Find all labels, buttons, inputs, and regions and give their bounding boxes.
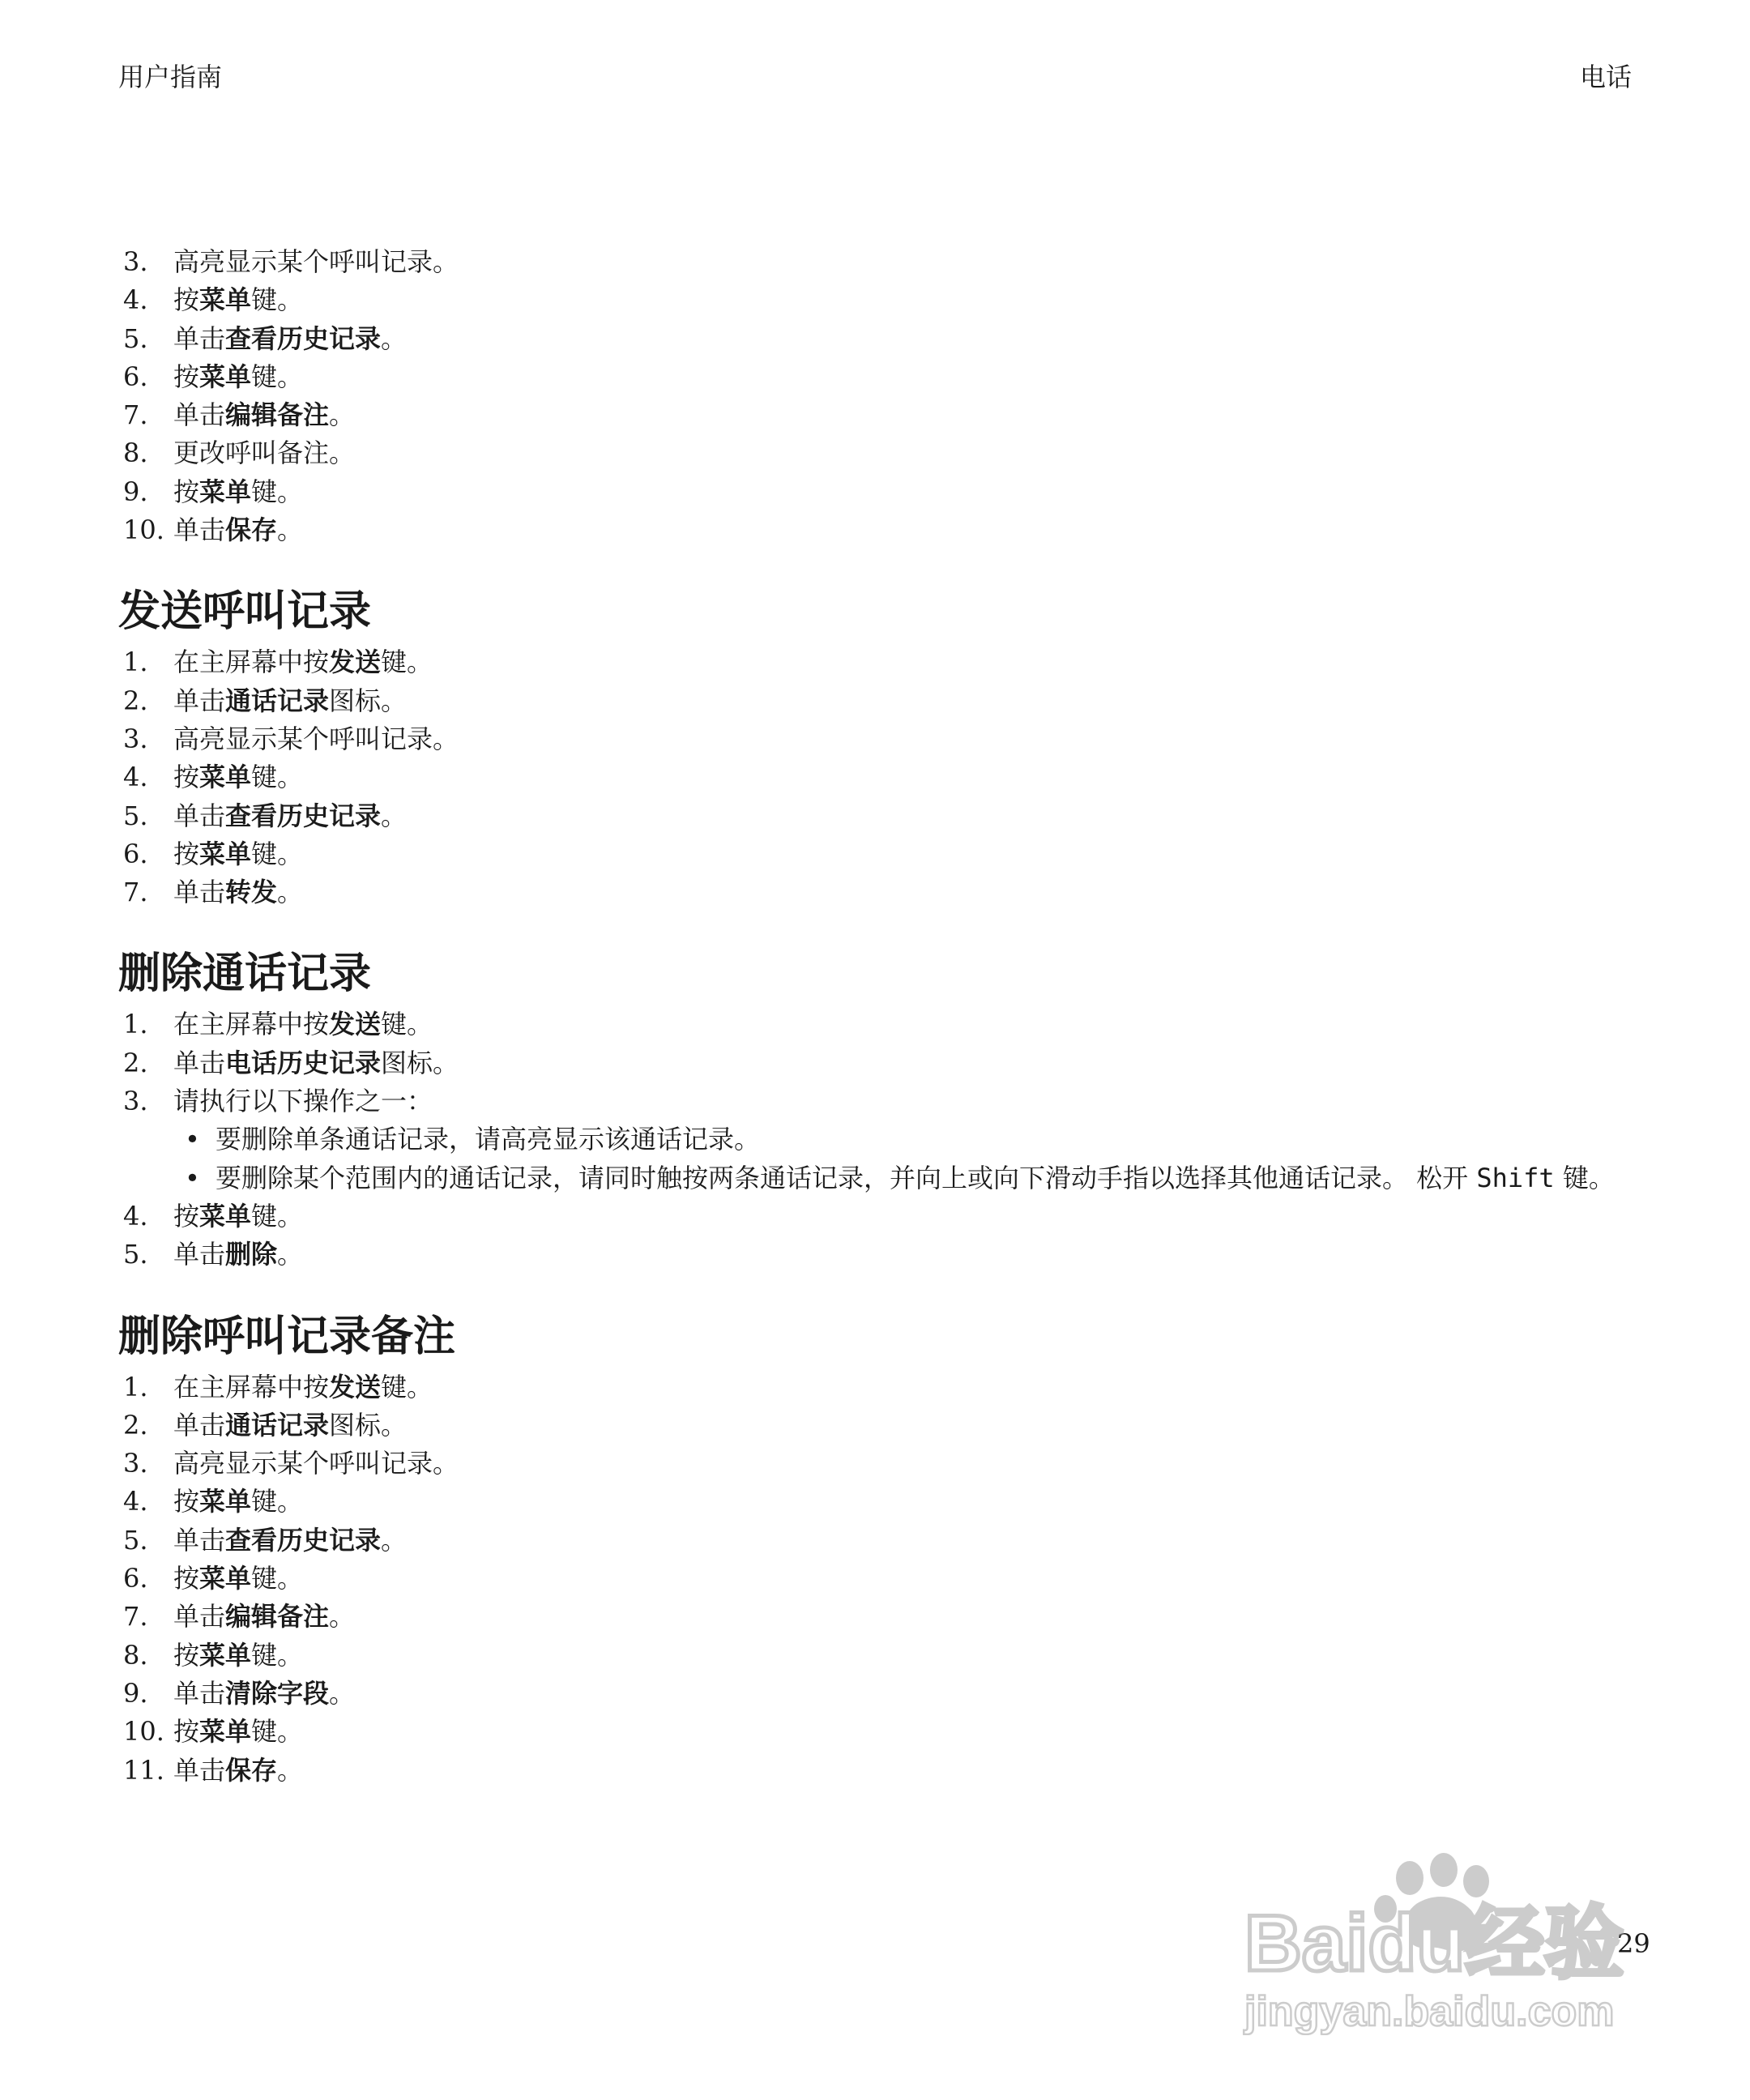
- ui-term: 通话记录: [225, 685, 330, 716]
- step-text: 。: [329, 1601, 356, 1633]
- step-text: 键。: [1554, 1162, 1615, 1193]
- step-text: 按: [173, 476, 200, 507]
- step-text: 高亮显示某个呼叫记录。: [173, 723, 459, 754]
- step-text: 键。: [251, 762, 304, 793]
- sub-option-item: [173, 1120, 1641, 1159]
- step-list: [118, 643, 1641, 911]
- ui-term: 编辑备注: [225, 1601, 330, 1633]
- step-number: 11.: [123, 1754, 164, 1786]
- step-text: 单击: [173, 1047, 226, 1078]
- step-number: 1.: [123, 647, 148, 678]
- step-text: 图标。: [329, 685, 408, 716]
- ui-term: 菜单: [199, 361, 252, 392]
- step-item: [118, 1406, 1641, 1445]
- step-item: [118, 835, 1641, 873]
- ui-term: 菜单: [199, 284, 252, 316]
- step-item: [118, 643, 1641, 681]
- baidu-watermark-logo: [1240, 1841, 1661, 2035]
- step-text: 请执行以下操作之一：: [173, 1086, 433, 1117]
- step-item: [118, 281, 1641, 319]
- header-guide-title: 用户指南: [118, 62, 223, 92]
- ui-term: 电话历史记录: [225, 1047, 382, 1078]
- step-item: [118, 797, 1641, 835]
- step-list: [118, 1005, 1641, 1274]
- step-text: 按: [173, 361, 200, 392]
- step-text: 按: [173, 1486, 200, 1517]
- step-item: [118, 243, 1641, 281]
- step-list: [118, 243, 1641, 549]
- step-number: 4.: [123, 1200, 148, 1231]
- step-number: 4.: [123, 762, 148, 793]
- step-text: 。: [277, 877, 304, 908]
- step-text: 单击: [173, 322, 226, 354]
- ui-term: 菜单: [199, 1639, 252, 1671]
- step-item: [118, 720, 1641, 758]
- step-item: [118, 1044, 1641, 1082]
- step-text: 按: [173, 1200, 200, 1231]
- step-text: 。: [381, 800, 408, 831]
- ui-term: 发送: [329, 1009, 382, 1040]
- step-text: 单击: [173, 399, 226, 431]
- header-chapter-title: 电话: [1579, 62, 1632, 92]
- step-text: 键。: [251, 1563, 304, 1594]
- step-text: 高亮显示某个呼叫记录。: [173, 246, 459, 277]
- step-item: [118, 1713, 1641, 1751]
- step-text: 键。: [251, 1639, 304, 1671]
- step-text: 图标。: [381, 1047, 459, 1078]
- watermark-brand-text: Baidu经验: [1244, 1898, 1624, 1987]
- step-number: 5.: [123, 1524, 148, 1556]
- step-item: [118, 682, 1641, 720]
- procedure-section: [118, 585, 1641, 911]
- ui-term: 清除字段: [225, 1677, 330, 1709]
- step-number: 10.: [123, 1716, 164, 1748]
- step-number: 8.: [123, 1639, 148, 1671]
- step-text: 。: [329, 399, 356, 431]
- step-text: 单击: [173, 800, 226, 831]
- ui-term: 保存: [225, 1754, 278, 1786]
- ui-term: 查看历史记录: [225, 1524, 382, 1556]
- step-text: 单击: [173, 1601, 226, 1633]
- step-number: 5.: [123, 322, 148, 354]
- step-number: 6.: [123, 361, 148, 392]
- step-text: 单击: [173, 685, 226, 716]
- step-text: 单击: [173, 1409, 226, 1441]
- step-text: 键。: [381, 1009, 433, 1040]
- step-item: [118, 473, 1641, 511]
- step-number: 4.: [123, 284, 148, 316]
- step-text: 按: [173, 284, 200, 316]
- step-text: 按: [173, 1639, 200, 1671]
- step-text: 按: [173, 1563, 200, 1594]
- step-text: 高亮显示某个呼叫记录。: [173, 1448, 459, 1479]
- step-number: 6.: [123, 1563, 148, 1594]
- step-text: 单击: [173, 1239, 226, 1270]
- step-item: [118, 758, 1641, 796]
- ui-term: 删除: [225, 1239, 278, 1270]
- ui-term: 菜单: [199, 1716, 252, 1748]
- step-text: 按: [173, 838, 200, 869]
- sub-option-list: [173, 1120, 1641, 1197]
- step-item: [118, 1560, 1641, 1598]
- step-text: 要删除某个范围内的通话记录，请同时触按两条通话记录，并向上或向下滑动手指以选择其他通话记录。 松开: [216, 1162, 1477, 1193]
- section-title: 删除通话记录: [118, 950, 372, 999]
- step-number: 10.: [123, 514, 164, 546]
- step-item: [118, 1637, 1641, 1675]
- step-text: 单击: [173, 1754, 226, 1786]
- step-number: 5.: [123, 1239, 148, 1270]
- key-name: Shift: [1476, 1162, 1555, 1193]
- ui-term: 转发: [225, 877, 278, 908]
- step-item: [118, 1005, 1641, 1044]
- running-header: [118, 57, 1632, 97]
- ui-term: 菜单: [199, 1200, 252, 1231]
- step-item: [118, 1598, 1641, 1636]
- page-number: 29: [1617, 1928, 1650, 1959]
- step-number: 4.: [123, 1486, 148, 1517]
- sub-option-item: [173, 1159, 1641, 1197]
- step-text: 按: [173, 1716, 200, 1748]
- step-number: 1.: [123, 1009, 148, 1040]
- procedure-section: [118, 1310, 1641, 1790]
- step-item: [118, 873, 1641, 911]
- step-text: 在主屏幕中按: [173, 1009, 330, 1040]
- step-text: 。: [329, 1677, 356, 1709]
- step-text: 更改呼叫备注。: [173, 438, 356, 469]
- step-text: 键。: [381, 1371, 433, 1402]
- step-text: 键。: [251, 361, 304, 392]
- step-text: 在主屏幕中按: [173, 1371, 330, 1402]
- step-item: [118, 511, 1641, 549]
- step-number: 8.: [123, 438, 148, 469]
- step-item: [118, 1675, 1641, 1713]
- step-number: 2.: [123, 685, 148, 716]
- baidu-jingyan-watermark: [1240, 1841, 1661, 2035]
- step-number: 7.: [123, 1601, 148, 1633]
- step-text: 单击: [173, 514, 226, 546]
- section-title: 发送呼叫记录: [118, 587, 372, 637]
- watermark-url-text: jingyan.baidu.com: [1244, 1988, 1615, 2035]
- ui-term: 发送: [329, 1371, 382, 1402]
- step-text: 。: [277, 514, 304, 546]
- step-number: 2.: [123, 1047, 148, 1078]
- ui-term: 通话记录: [225, 1409, 330, 1441]
- step-text: 。: [277, 1754, 304, 1786]
- ui-term: 菜单: [199, 1563, 252, 1594]
- ui-term: 菜单: [199, 476, 252, 507]
- step-number: 1.: [123, 1371, 148, 1402]
- step-number: 3.: [123, 1448, 148, 1479]
- ui-term: 菜单: [199, 1486, 252, 1517]
- step-number: 5.: [123, 800, 148, 831]
- bullet-icon: •: [185, 1124, 200, 1155]
- step-text: 要删除单条通话记录，请高亮显示该通话记录。: [216, 1124, 761, 1155]
- step-number: 3.: [123, 1086, 148, 1117]
- step-number: 3.: [123, 723, 148, 754]
- step-number: 9.: [123, 1677, 148, 1709]
- step-number: 2.: [123, 1409, 148, 1441]
- step-item: [118, 1752, 1641, 1790]
- step-text: 图标。: [329, 1409, 408, 1441]
- step-item: [118, 434, 1641, 472]
- step-text: 按: [173, 762, 200, 793]
- step-text: 键。: [251, 1486, 304, 1517]
- step-text: 键。: [381, 647, 433, 678]
- ui-term: 菜单: [199, 762, 252, 793]
- step-item: [118, 1522, 1641, 1560]
- step-item: [118, 396, 1641, 434]
- step-list: [118, 1368, 1641, 1790]
- ui-term: 发送: [329, 647, 382, 678]
- section-title: 删除呼叫记录备注: [118, 1312, 456, 1361]
- step-text: 单击: [173, 877, 226, 908]
- step-item: [118, 358, 1641, 396]
- step-text: 。: [381, 1524, 408, 1556]
- step-number: 7.: [123, 877, 148, 908]
- step-item: [118, 1368, 1641, 1406]
- step-item: [118, 320, 1641, 358]
- step-text: 单击: [173, 1524, 226, 1556]
- ui-term: 菜单: [199, 838, 252, 869]
- procedure-section: [118, 243, 1641, 549]
- procedure-section: [118, 947, 1641, 1274]
- step-text: 单击: [173, 1677, 226, 1709]
- step-item: [118, 1445, 1641, 1483]
- step-number: 9.: [123, 476, 148, 507]
- step-text: 在主屏幕中按: [173, 647, 330, 678]
- ui-term: 编辑备注: [225, 399, 330, 431]
- step-item: [118, 1236, 1641, 1274]
- step-number: 3.: [123, 246, 148, 277]
- step-item: [118, 1197, 1641, 1236]
- step-text: 键。: [251, 1716, 304, 1748]
- step-item: [118, 1483, 1641, 1521]
- bullet-icon: •: [185, 1162, 200, 1193]
- document-content: [118, 243, 1641, 1790]
- ui-term: 查看历史记录: [225, 322, 382, 354]
- step-text: 键。: [251, 284, 304, 316]
- ui-term: 保存: [225, 514, 278, 546]
- step-number: 7.: [123, 399, 148, 431]
- step-number: 6.: [123, 838, 148, 869]
- step-text: 键。: [251, 838, 304, 869]
- step-text: 。: [277, 1239, 304, 1270]
- ui-term: 查看历史记录: [225, 800, 382, 831]
- step-text: 。: [381, 322, 408, 354]
- step-text: 键。: [251, 1200, 304, 1231]
- step-item: [118, 1082, 1641, 1197]
- step-text: 键。: [251, 476, 304, 507]
